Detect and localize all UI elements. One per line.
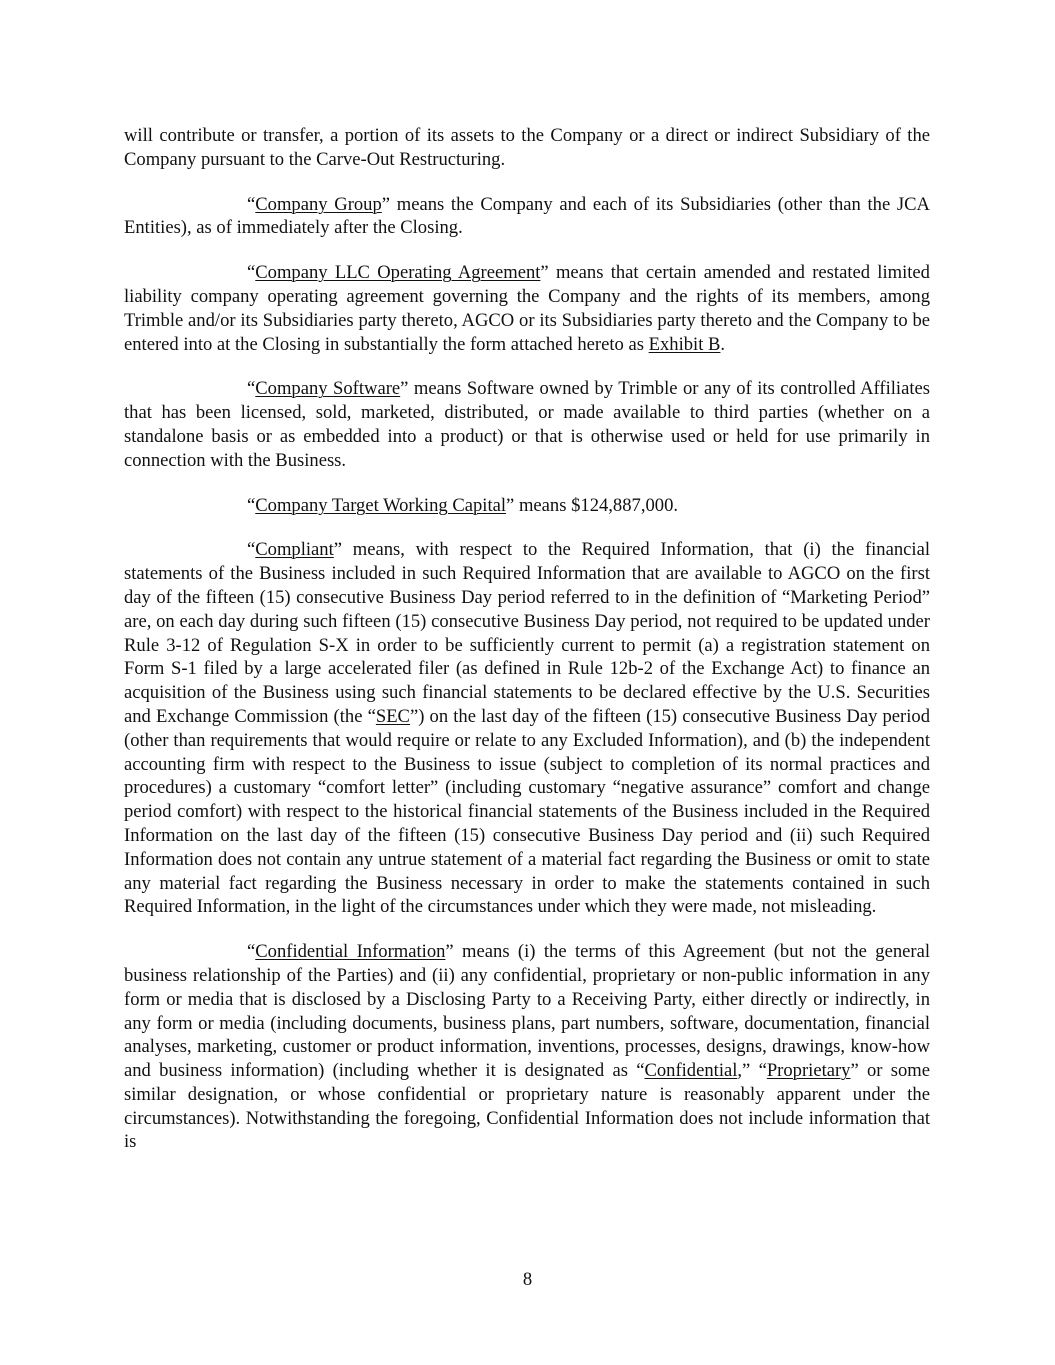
definition-text: ” means $124,887,000. [506, 494, 679, 516]
paragraph-text: will contribute or transfer, a portion of its assets to the Company or a direct or indirect Subsidiary of the Company pursuant to the Carve-Out Restructuring. [124, 125, 930, 170]
definition-confidential-information: “Confidential Information” means (i) the terms of this Agreement (but not the general business relationship of the Parties) and (ii) any confidential, proprietary or non-public information in any form or media that is disclosed by a Disclosing Party to a Receiving Party, either directly or indirectly, in any form or media (including documents, business plans, part numbers, software, documentation, financial analyses, marketing, customer or product information, inventions, processes, designs, drawings, know-how and business information) (including whether it is designated as “Confidential,” “Proprietary” or some similar designation, or whose confidential or proprietary nature is reasonably apparent under the circumstances). Notwithstanding the foregoing, Confidential Information does not include information that is [124, 941, 930, 1153]
defined-term: Confidential Information [255, 941, 446, 963]
defined-term-sec: SEC [375, 705, 410, 727]
definition-company-llc-operating-agreement: “Company LLC Operating Agreement” means that certain amended and restated limited liability company operating agreement governing the Company and the rights of its members, among Trimble and/or its Subsidiaries party thereto, AGCO or its Subsidiaries party thereto and the Company to be entered into at the Closing in substantially the form attached hereto as Exhibit B. [124, 262, 930, 355]
defined-term-proprietary: Proprietary [766, 1060, 851, 1082]
definition-text: ” means the Company and each of its Subsidiaries (other than the JCA Entities), as of immediately after the Closing. [124, 193, 930, 239]
definition-text: ” or some similar designation, or whose confidential or proprietary nature is reasonably apparent under the circumstances). Notwithstanding the foregoing, Confidential Information does not include information that is [124, 1060, 930, 1153]
definition-text: ”) on the last day of the fifteen (15) consecutive Business Day period (other than requirements that would require or relate to any Excluded Information), and (b) the independent accounting firm with respect to the Business to issue (subject to completion of its normal practices and procedures) a customary “comfort letter” (including customary “negative assurance” comfort and change period comfort) with respect to the historical financial statements of the Business included in the Required Information on the last day of the fifteen (15) consecutive Business Day period and (ii) such Required Information does not contain any untrue statement of a material fact regarding the Business or omit to state any material fact regarding the Business necessary in order to make the statements contained in such Required Information, in the light of the circumstances under which they were made, not misleading. [124, 705, 930, 918]
definition-company-software: “Company Software” means Software owned by Trimble or any of its controlled Affiliates that has been licensed, sold, marketed, distributed, or made available to third parties (whether on a standalone basis or as embedded into a product) or that is otherwise used or held for use primarily in connection with the Business. [124, 378, 930, 471]
paragraph-carve-out-continuation [124, 124, 930, 172]
definition-text: ” means Software owned by Trimble or any of its controlled Affiliates that has been licensed, sold, marketed, distributed, or made available to third parties (whether on a standalone basis or as embedded into a product) or that is otherwise used or held for use primarily in connection with the Business. [124, 378, 930, 471]
definition-text: ” means that certain amended and restated limited liability company operating agreement governing the Company and the rights of its members, among Trimble and/or its Subsidiaries party thereto, AGCO or its Subsidiaries party thereto and the Company to be entered into at the Closing in substantially the form attached hereto as [124, 262, 930, 355]
definition-company-group: “Company Group” means the Company and each of its Subsidiaries (other than the JCA Entities), as of immediately after the Closing. [124, 193, 930, 239]
definition-company-target-working-capital: “Company Target Working Capital” means $124,887,000. [247, 494, 679, 516]
defined-term: Company LLC Operating Agreement [255, 262, 541, 284]
defined-term: Company Target Working Capital [255, 494, 507, 516]
document-page [124, 124, 930, 1175]
defined-term: Company Group [255, 193, 382, 215]
defined-term: Company Software [255, 378, 401, 400]
definition-compliant: “Compliant” means, with respect to the Required Information, that (i) the financial statements of the Business included in such Required Information that are available to AGCO on the first day of the fifteen (15) consecutive Business Day period referred to in the definition of “Marketing Period” are, on each day during such fifteen (15) consecutive Business Day period, not required to be updated under Rule 3-12 of Regulation S-X in order to be sufficiently current to permit (a) a registration statement on Form S-1 filed by a large accelerated filer (as defined in Rule 12b-2 of the Exchange Act) to finance an acquisition of the Business using such financial statements to be declared effective by the U.S. Securities and Exchange Commission (the “SEC”) on the last day of the fifteen (15) consecutive Business Day period (other than requirements that would require or relate to any Excluded Information), and (b) the independent accounting firm with respect to the Business to issue (subject to completion of its normal practices and procedures) a customary “comfort letter” (including customary “negative assurance” comfort and change period comfort) with respect to the historical financial statements of the Business included in the Required Information on the last day of the fifteen (15) consecutive Business Day period and (ii) such Required Information does not contain any untrue statement of a material fact regarding the Business or omit to state any material fact regarding the Business necessary in order to make the statements contained in such Required Information, in the light of the circumstances under which they were made, not misleading. [124, 539, 930, 918]
exhibit-reference: Exhibit B [648, 333, 721, 355]
page-number: 8 [522, 1269, 533, 1290]
defined-term-confidential: Confidential [644, 1060, 738, 1082]
definition-text: ” means (i) the terms of this Agreement (but not the general business relationship of the Parties) and (ii) any confidential, proprietary or non-public information in any form or media that is disclosed by a Disclosing Party to a Receiving Party, either directly or indirectly, in any form or media (including documents, business plans, part numbers, software, documentation, financial analyses, marketing, customer or product information, inventions, processes, designs, drawings, know-how and business information) (including whether it is designated as “ [124, 941, 930, 1082]
definition-text: ” means, with respect to the Required Information, that (i) the financial statements of the Business included in such Required Information that are available to AGCO on the first day of the fifteen (15) consecutive Business Day period referred to in the definition of “Marketing Period” are, on each day during such fifteen (15) consecutive Business Day period, not required to be updated under Rule 3-12 of Regulation S-X in order to be sufficiently current to permit (a) a registration statement on Form S-1 filed by a large accelerated filer (as defined in Rule 12b-2 of the Exchange Act) to finance an acquisition of the Business using such financial statements to be declared effective by the U.S. Securities and Exchange Commission (the “ [124, 539, 930, 727]
defined-term: Compliant [255, 539, 334, 561]
